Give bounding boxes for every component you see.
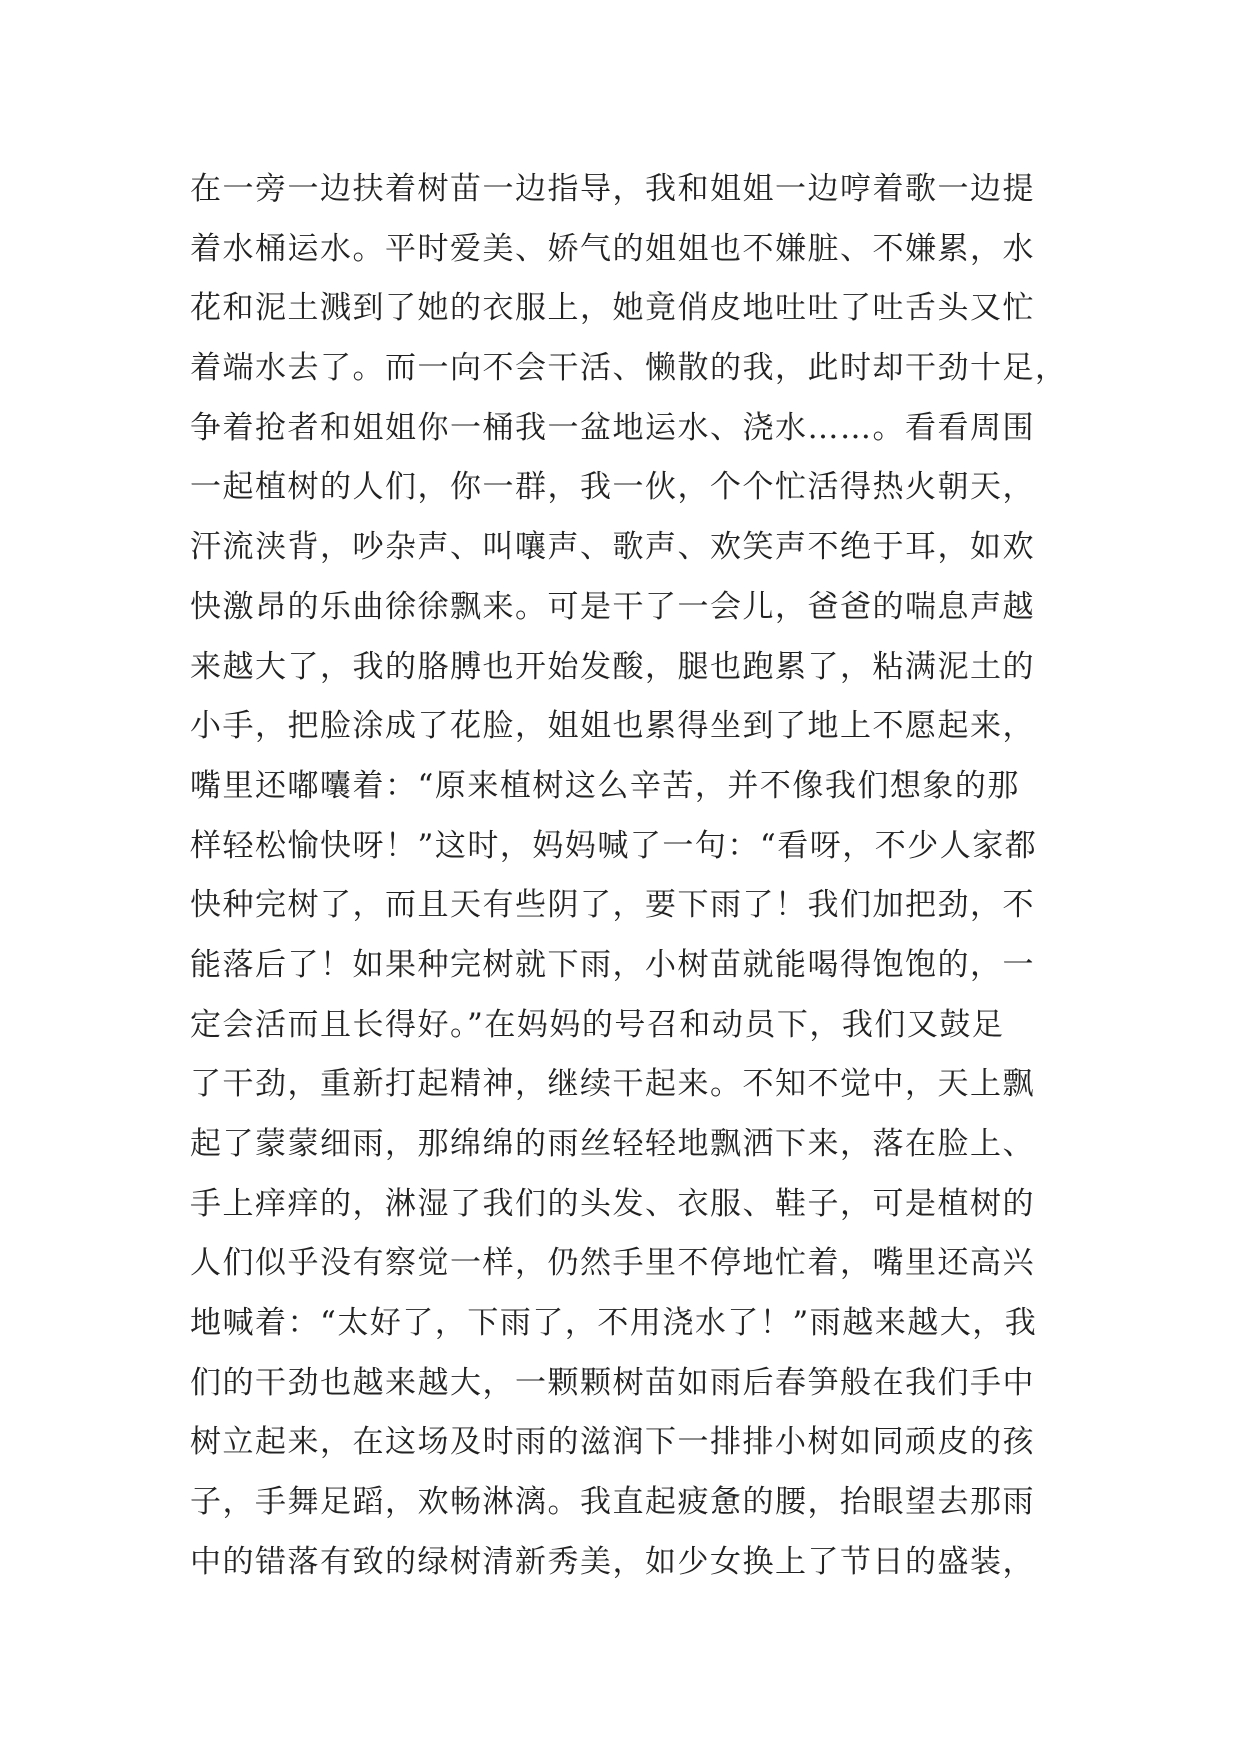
text-line: 能落后了！如果种完树就下雨，小树苗就能喝得饱饱的，一: [190, 946, 1035, 983]
text-line: 了干劲，重新打起精神，继续干起来。不知不觉中，天上飘: [190, 1066, 1035, 1103]
body-text: [190, 160, 1070, 1593]
text-line: 争着抢者和姐姐你一桶我一盆地运水、浇水……。看看周围: [190, 409, 1035, 446]
text-line: 子，手舞足蹈，欢畅淋漓。我直起疲惫的腰，抬眼望去那雨: [190, 1484, 1035, 1521]
text-line: 着水桶运水。平时爱美、娇气的姐姐也不嫌脏、不嫌累，水: [190, 230, 1035, 267]
text-line: 在一旁一边扶着树苗一边指导，我和姐姐一边哼着歌一边提: [190, 171, 1035, 207]
text-line: 快种完树了，而且天有些阴了，要下雨了！我们加把劲，不: [190, 887, 1035, 924]
text-line: 花和泥土溅到了她的衣服上，她竟俏皮地吐吐了吐舌头又忙: [190, 290, 1035, 327]
text-line: 样轻松愉快呀！”这时，妈妈喊了一句：“看呀，不少人家都: [190, 827, 1038, 864]
text-line: 定会活而且长得好。”在妈妈的号召和动员下，我们又鼓足: [190, 1006, 1005, 1043]
text-line: 一起植树的人们，你一群，我一伙，个个忙活得热火朝天，: [190, 469, 1035, 506]
text-line: 快激昂的乐曲徐徐飘来。可是干了一会儿，爸爸的喘息声越: [190, 588, 1035, 625]
text-line: 着端水去了。而一向不会干活、懒散的我，此时却干劲十足，: [190, 350, 1068, 387]
text-line: 地喊着：“太好了，下雨了，不用浇水了！”雨越来越大，我: [190, 1305, 1038, 1342]
text-line: 嘴里还嘟囔着：“原来植树这么辛苦，并不像我们想象的那: [190, 767, 1020, 804]
text-line: 汗流浃背，吵杂声、叫嚷声、歌声、欢笑声不绝于耳，如欢: [190, 529, 1035, 566]
text-line: 树立起来，在这场及时雨的滋润下一排排小树如同顽皮的孩: [190, 1424, 1035, 1461]
text-line: 小手，把脸涂成了花脸，姐姐也累得坐到了地上不愿起来，: [190, 708, 1035, 745]
text-line: 来越大了，我的胳膊也开始发酸，腿也跑累了，粘满泥土的: [190, 648, 1035, 685]
text-line: 们的干劲也越来越大，一颗颗树苗如雨后春笋般在我们手中: [190, 1364, 1035, 1401]
text-line: 中的错落有致的绿树清新秀美，如少女换上了节日的盛装，: [190, 1543, 1035, 1580]
text-line: 手上痒痒的，淋湿了我们的头发、衣服、鞋子，可是植树的: [190, 1185, 1035, 1222]
text-line: 起了蒙蒙细雨，那绵绵的雨丝轻轻地飘洒下来，落在脸上、: [190, 1126, 1035, 1162]
text-line: 人们似乎没有察觉一样，仍然手里不停地忙着，嘴里还高兴: [190, 1245, 1035, 1282]
